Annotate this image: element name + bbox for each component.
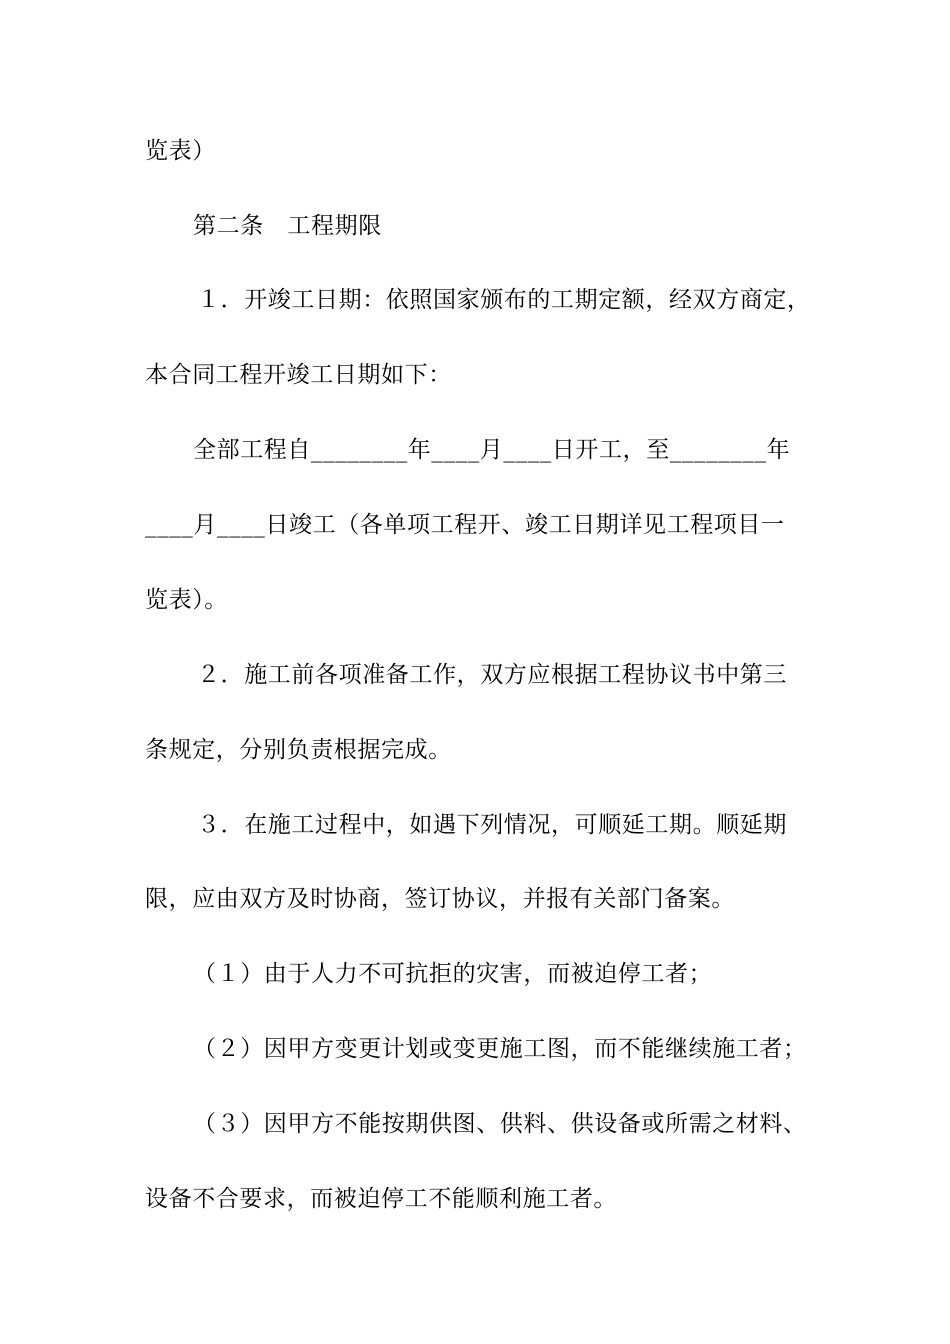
- clause-2-line-1: ２．施工前各项准备工作，双方应根据工程协议书中第三: [197, 662, 787, 688]
- clause-3-line-1: ３．在施工过程中，如遇下列情况，可顺延工期。顺延期: [197, 812, 787, 838]
- condition-1: （１）由于人力不可抗拒的灾害，而被迫停工者；: [193, 961, 713, 987]
- clause-2-line-2: 条规定，分别负责根据完成。: [145, 737, 452, 763]
- condition-3-line-2: 设备不合要求，而被迫停工不能顺利施工者。: [145, 1186, 617, 1212]
- schedule-line-2: ____月____日竣工（各单项工程开、竣工日期详见工程项目一: [145, 512, 785, 538]
- section-heading: 第二条 工程期限: [193, 213, 382, 239]
- text-line-continuation: 览表）: [145, 138, 216, 164]
- condition-2: （２）因甲方变更计划或变更施工图，而不能继续施工者；: [193, 1036, 807, 1062]
- schedule-line-1: 全部工程自________年____月____日开工，至________年: [193, 437, 791, 463]
- clause-3-line-2: 限，应由双方及时协商，签订协议，并报有关部门备案。: [145, 886, 735, 912]
- schedule-line-3: 览表）。: [145, 587, 228, 613]
- condition-3-line-1: （３）因甲方不能按期供图、供料、供设备或所需之材料、: [193, 1111, 807, 1137]
- clause-1-line-2: 本合同工程开竣工日期如下：: [145, 362, 452, 388]
- clause-1-line-1: １．开竣工日期：依照国家颁布的工期定额，经双方商定，: [197, 287, 811, 313]
